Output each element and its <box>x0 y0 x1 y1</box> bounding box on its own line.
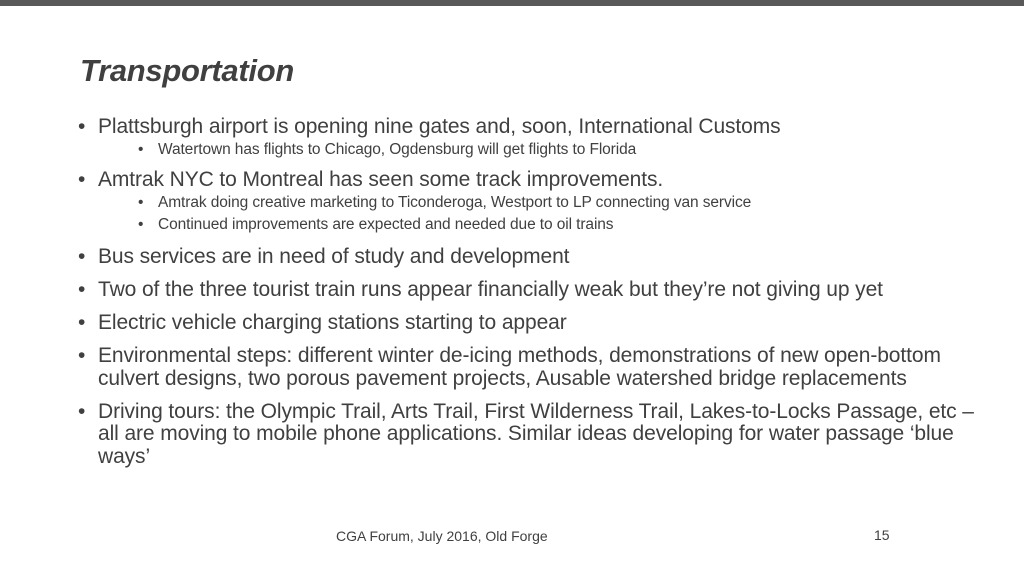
sub-bullet-item: • Continued improvements are expected and needed due to oil trains <box>98 214 976 236</box>
bullet-item <box>76 401 976 469</box>
slide-footer: CGA Forum, July 2016, Old Forge <box>336 528 548 544</box>
bullet-item <box>76 345 976 390</box>
sub-bullet-list <box>98 192 976 236</box>
bullet-text: Driving tours: the Olympic Trail, Arts Trail, First Wilderness Trail, Lakes-to-Locks Passage, etc – all are moving to mobile phone applications. Similar ideas developing for water passage ‘blue ways’ <box>98 399 974 468</box>
bullet-item <box>76 246 976 269</box>
bullet-list <box>76 116 976 468</box>
bullet-text: Two of the three tourist train runs appear financially weak but they’re not giving up yet <box>98 278 883 301</box>
sub-bullet-item: • Amtrak doing creative marketing to Ticonderoga, Westport to LP connecting van service <box>98 192 976 214</box>
page-number: 15 <box>874 527 890 543</box>
bullet-item <box>76 312 976 335</box>
bullet-item <box>76 169 976 236</box>
bullet-text: Environmental steps: different winter de-icing methods, demonstrations of new open-bottom culvert designs, two porous pavement projects, Ausable watershed bridge replacements <box>98 344 941 390</box>
bullet-item <box>76 116 976 161</box>
sub-bullet-item: • Watertown has flights to Chicago, Ogdensburg will get flights to Florida <box>98 139 976 161</box>
bullet-item <box>76 279 976 302</box>
slide-title: Transportation <box>80 53 294 88</box>
bullet-text: Plattsburgh airport is opening nine gates and, soon, International Customs <box>98 115 781 138</box>
top-accent-bar <box>0 0 1024 6</box>
bullet-text: Bus services are in need of study and development <box>98 245 570 268</box>
sub-bullet-list <box>98 139 976 161</box>
bullet-text: Amtrak NYC to Montreal has seen some track improvements. <box>98 168 664 191</box>
bullet-text: Electric vehicle charging stations starting to appear <box>98 311 567 334</box>
